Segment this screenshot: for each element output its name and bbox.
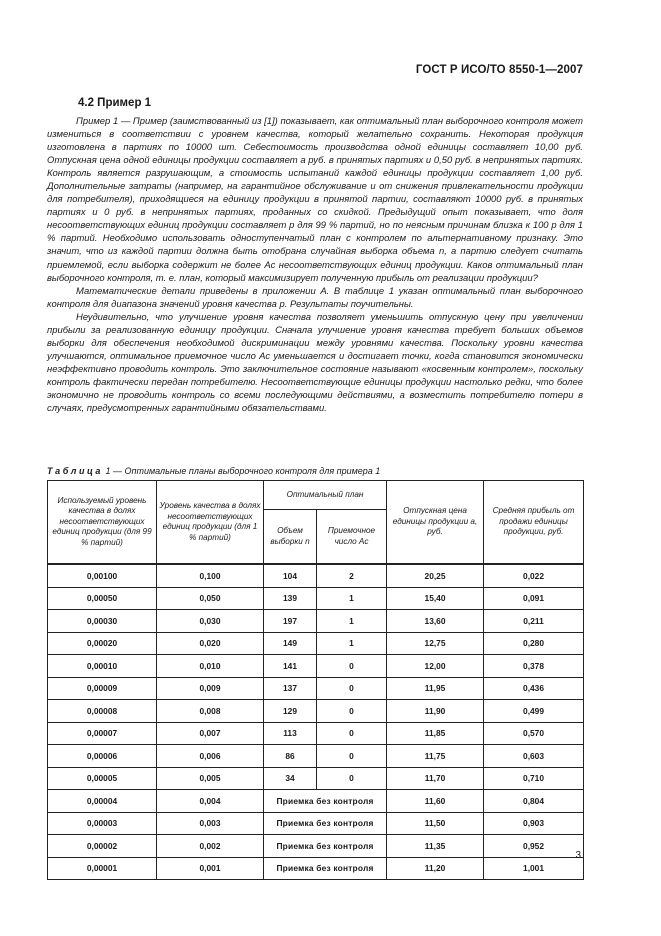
cell-quality-1: 0,007 [157, 722, 264, 745]
cell-sample-size: 149 [264, 632, 317, 655]
cell-quality-99: 0,00009 [48, 677, 157, 700]
cell-price: 12,00 [387, 655, 484, 678]
cell-profit: 0,022 [484, 564, 584, 587]
paragraph-conclusion: Неудивительно, что улучшение уровня качества позволяет уменьшить отпускную цену при увеличении прибыли за реализованную единицу продукции. Сначала улучшение уровня качества требует больших объемов выборки для обеспечения необходимой дискриминации между уровнями качества. Поскольку уровни качества улучшаются, оптимальное приемочное число Ac уменьшается и достигает точки, когда становится экономически неэффективно проводить контроль. Это заключительное состояние называют «косвенным контролем», поскольку контроль фактически передан потребителю. Несоответствующие единицы продукции настолько редки, что более экономично не проводить контроль со всеми последующими действиями, а возместить потребителю потери в случаях, предусмотренных гарантийными обязательствами. [47, 311, 583, 415]
cell-sample-size: 197 [264, 610, 317, 633]
cell-quality-99: 0,00002 [48, 835, 157, 858]
cell-profit: 0,499 [484, 700, 584, 723]
cell-profit: 0,903 [484, 812, 584, 835]
cell-acceptance-number: 0 [317, 722, 387, 745]
header-acceptance-number: Приемочное число Ac [317, 510, 387, 565]
cell-sample-size: 104 [264, 564, 317, 587]
cell-acceptance-number: 0 [317, 745, 387, 768]
cell-price: 15,40 [387, 587, 484, 610]
cell-quality-99: 0,00100 [48, 564, 157, 587]
cell-sample-size: 86 [264, 745, 317, 768]
cell-quality-99: 0,00010 [48, 655, 157, 678]
cell-quality-1: 0,010 [157, 655, 264, 678]
cell-quality-1: 0,003 [157, 812, 264, 835]
cell-sample-size: 141 [264, 655, 317, 678]
table-row [48, 632, 584, 655]
cell-quality-99: 0,00008 [48, 700, 157, 723]
table-body [48, 564, 584, 880]
cell-profit: 0,804 [484, 790, 584, 813]
table-row [48, 857, 584, 880]
cell-profit: 1,001 [484, 857, 584, 880]
cell-sample-size: 34 [264, 767, 317, 790]
cell-price: 20,25 [387, 564, 484, 587]
cell-quality-1: 0,006 [157, 745, 264, 768]
cell-price: 11,75 [387, 745, 484, 768]
table-row [48, 677, 584, 700]
cell-profit: 0,280 [484, 632, 584, 655]
header-optimal-plan: Оптимальный план [264, 481, 387, 510]
cell-quality-1: 0,050 [157, 587, 264, 610]
cell-quality-1: 0,030 [157, 610, 264, 633]
cell-price: 12,75 [387, 632, 484, 655]
cell-quality-1: 0,020 [157, 632, 264, 655]
cell-price: 13,60 [387, 610, 484, 633]
cell-sample-size: 139 [264, 587, 317, 610]
paragraph-example: Пример 1 — Пример (заимствованный из [1]) показывает, как оптимальный план выборочного контроля может измениться в соответствии с уровнем качества, который желательно сохранить. Некоторая продукция изготовлена в партиях по 10000 шт. Себестоимость производства одной единицы составляет 10,00 руб. Отпускная цена одной единицы продукции составляет a руб. в принятых партиях и 0,50 руб. в непринятых партиях. Контроль является разрушающим, а стоимость испытаний каждой единицы продукции составляет 1,00 руб. Дополнительные затраты (например, на гарантийное обслуживание и от снижения привлекательности продукции для потребителя), приходящиеся на единицу продукции в принятой партии, составляют 10000 руб. в принятых партиях и 0 руб. в непринятых партиях, проданных со скидкой. Предыдущий опыт показывает, что доля несоответствующих единиц продукции составляет p для 99 % партий, но по неясным причинам близка к 100 p для 1 % партий. Необходимо использовать одноступенчатый план с контролем по альтернативному признаку. Это значит, что из каждой партии должна быть отобрана случайная выборка объема n, а партию следует считать приемлемой, если выборка содержит не более Ac несоответствующих единиц продукции. Каков оптимальный план выборочного контроля, т. е. план, который максимизирует полученную прибыль от реализации продукции? [47, 116, 583, 284]
cell-quality-99: 0,00020 [48, 632, 157, 655]
cell-profit: 0,952 [484, 835, 584, 858]
cell-quality-1: 0,100 [157, 564, 264, 587]
table-row [48, 564, 584, 587]
cell-acceptance-number: 0 [317, 655, 387, 678]
cell-acceptance-number: 1 [317, 632, 387, 655]
cell-plan-note: Приемка без контроля [264, 812, 387, 835]
section-title: 4.2 Пример 1 [78, 97, 152, 109]
cell-price: 11,35 [387, 835, 484, 858]
table-row [48, 700, 584, 723]
page-number: 3 [575, 850, 581, 861]
cell-sample-size: 137 [264, 677, 317, 700]
table-caption-prefix: Таблица [47, 466, 103, 476]
cell-profit: 0,211 [484, 610, 584, 633]
cell-quality-99: 0,00050 [48, 587, 157, 610]
cell-profit: 0,091 [484, 587, 584, 610]
table-caption-text: 1 — Оптимальные планы выборочного контроля для примера 1 [105, 466, 381, 476]
cell-price: 11,85 [387, 722, 484, 745]
cell-acceptance-number: 1 [317, 587, 387, 610]
cell-plan-note: Приемка без контроля [264, 857, 387, 880]
cell-quality-99: 0,00007 [48, 722, 157, 745]
cell-plan-note: Приемка без контроля [264, 835, 387, 858]
cell-acceptance-number: 0 [317, 767, 387, 790]
cell-sample-size: 113 [264, 722, 317, 745]
cell-sample-size: 129 [264, 700, 317, 723]
paragraph-math-details: Математические детали приведены в приложении А. В таблице 1 указан оптимальный план выборочного контроля для диапазона значений уровня качества p. Результаты поучительны. [47, 285, 583, 310]
cell-quality-1: 0,001 [157, 857, 264, 880]
document-code: ГОСТ Р ИСО/ТО 8550-1—2007 [415, 64, 583, 76]
table-row [48, 722, 584, 745]
cell-price: 11,60 [387, 790, 484, 813]
header-quality-1: Уровень качества в долях несоответствующих единиц продукции (для 1 % партий) [157, 481, 264, 565]
cell-profit: 0,570 [484, 722, 584, 745]
cell-quality-1: 0,009 [157, 677, 264, 700]
header-quality-99: Используемый уровень качества в долях несоответствующих единиц продукции (для 99 % партий) [48, 481, 157, 565]
cell-acceptance-number: 0 [317, 677, 387, 700]
cell-price: 11,50 [387, 812, 484, 835]
cell-quality-99: 0,00006 [48, 745, 157, 768]
table-row [48, 767, 584, 790]
cell-quality-1: 0,005 [157, 767, 264, 790]
cell-price: 11,70 [387, 767, 484, 790]
cell-profit: 0,603 [484, 745, 584, 768]
table-caption [47, 466, 380, 476]
cell-quality-99: 0,00004 [48, 790, 157, 813]
cell-quality-99: 0,00030 [48, 610, 157, 633]
cell-profit: 0,710 [484, 767, 584, 790]
cell-quality-1: 0,008 [157, 700, 264, 723]
cell-profit: 0,378 [484, 655, 584, 678]
cell-acceptance-number: 1 [317, 610, 387, 633]
cell-plan-note: Приемка без контроля [264, 790, 387, 813]
cell-quality-1: 0,002 [157, 835, 264, 858]
table-row [48, 745, 584, 768]
header-profit: Средняя прибыль от продажи единицы продукции, руб. [484, 481, 584, 565]
cell-quality-99: 0,00005 [48, 767, 157, 790]
header-price: Отпускная цена единицы продукции a, руб. [387, 481, 484, 565]
cell-acceptance-number: 2 [317, 564, 387, 587]
cell-price: 11,20 [387, 857, 484, 880]
cell-price: 11,95 [387, 677, 484, 700]
body-text [47, 115, 583, 415]
cell-quality-99: 0,00003 [48, 812, 157, 835]
optimal-plans-table [47, 480, 584, 880]
header-sample-size: Объем выборки n [264, 510, 317, 565]
cell-profit: 0,436 [484, 677, 584, 700]
table-row [48, 790, 584, 813]
cell-acceptance-number: 0 [317, 700, 387, 723]
cell-quality-99: 0,00001 [48, 857, 157, 880]
cell-price: 11,90 [387, 700, 484, 723]
table-row [48, 587, 584, 610]
table-row [48, 610, 584, 633]
table-row [48, 835, 584, 858]
table-row [48, 812, 584, 835]
table-row [48, 655, 584, 678]
cell-quality-1: 0,004 [157, 790, 264, 813]
